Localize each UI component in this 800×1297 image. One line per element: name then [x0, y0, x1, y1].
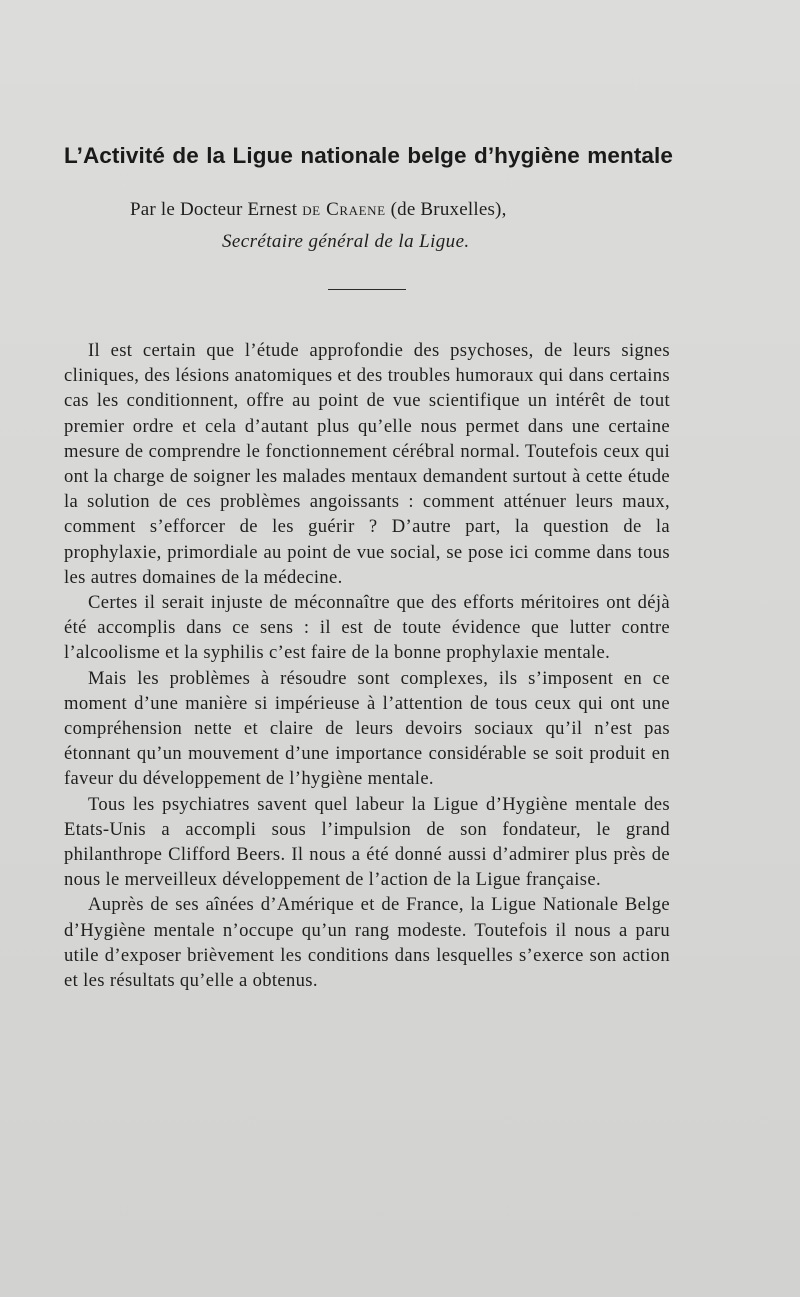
paragraph: Auprès de ses aînées d’Amérique et de France, la Ligue Nationale Belge d’Hygiène mentale n’occupe qu’un rang modeste. Toutefois il nous a paru utile d’exposer brièvement les conditions dans lesquelles s’exerce son action et les résultats qu’elle a obtenus. — [64, 894, 670, 992]
byline-prefix: Par le Docteur Ernest — [130, 199, 298, 220]
section-divider — [328, 289, 406, 290]
author-byline — [130, 199, 507, 221]
article-title: L’Activité de la Ligue nationale belge d’hygiène mentale — [64, 143, 673, 168]
author-role: Secrétaire général de la Ligue. — [222, 231, 470, 252]
byline-suffix: (de Bruxelles), — [390, 199, 507, 220]
article-body — [64, 338, 670, 993]
paragraph: Tous les psychiatres savent quel labeur la Ligue d’Hygiène mentale des Etats-Unis a accompli sous l’impulsion de son fondateur, le grand philanthrope Clifford Beers. Il nous a été donné aussi d’admirer plus près de nous le merveilleux développement de l’action de la Ligue française. — [64, 793, 670, 891]
paragraph: Mais les problèmes à résoudre sont complexes, ils s’imposent en ce moment d’une manière si impérieuse à l’attention de tous ceux qui ont une compréhension nette et claire de leurs devoirs sociaux qu’il n’est pas étonnant qu’un mouvement d’une importance considérable se soit produit en faveur du développement de l’hygiène mentale. — [64, 667, 670, 790]
author-surname: de Craene — [302, 199, 386, 220]
paragraph: Il est certain que l’étude approfondie des psychoses, de leurs signes cliniques, des lésions anatomiques et des troubles humoraux qui dans certains cas les conditionnent, offre au point de vue scientifique un intérêt de tout premier ordre et cela d’autant plus qu’elle nous permet dans une certaine mesure de comprendre le fonctionnement cérébral normal. Toutefois ceux qui ont la charge de soigner les malades mentaux demandent surtout à cette étude la solution de ces problèmes angoissants : comment atténuer leurs maux, comment s’efforcer de les guérir ? D’autre part, la question de la prophylaxie, primordiale au point de vue social, se pose ici comme dans tous les autres domaines de la médecine. — [64, 340, 670, 588]
paragraph: Certes il serait injuste de méconnaître que des efforts méritoires ont déjà été accomplis dans ce sens : il est de toute évidence que lutter contre l’alcoolisme et la syphilis c’est faire de la bonne prophylaxie mentale. — [64, 592, 670, 664]
